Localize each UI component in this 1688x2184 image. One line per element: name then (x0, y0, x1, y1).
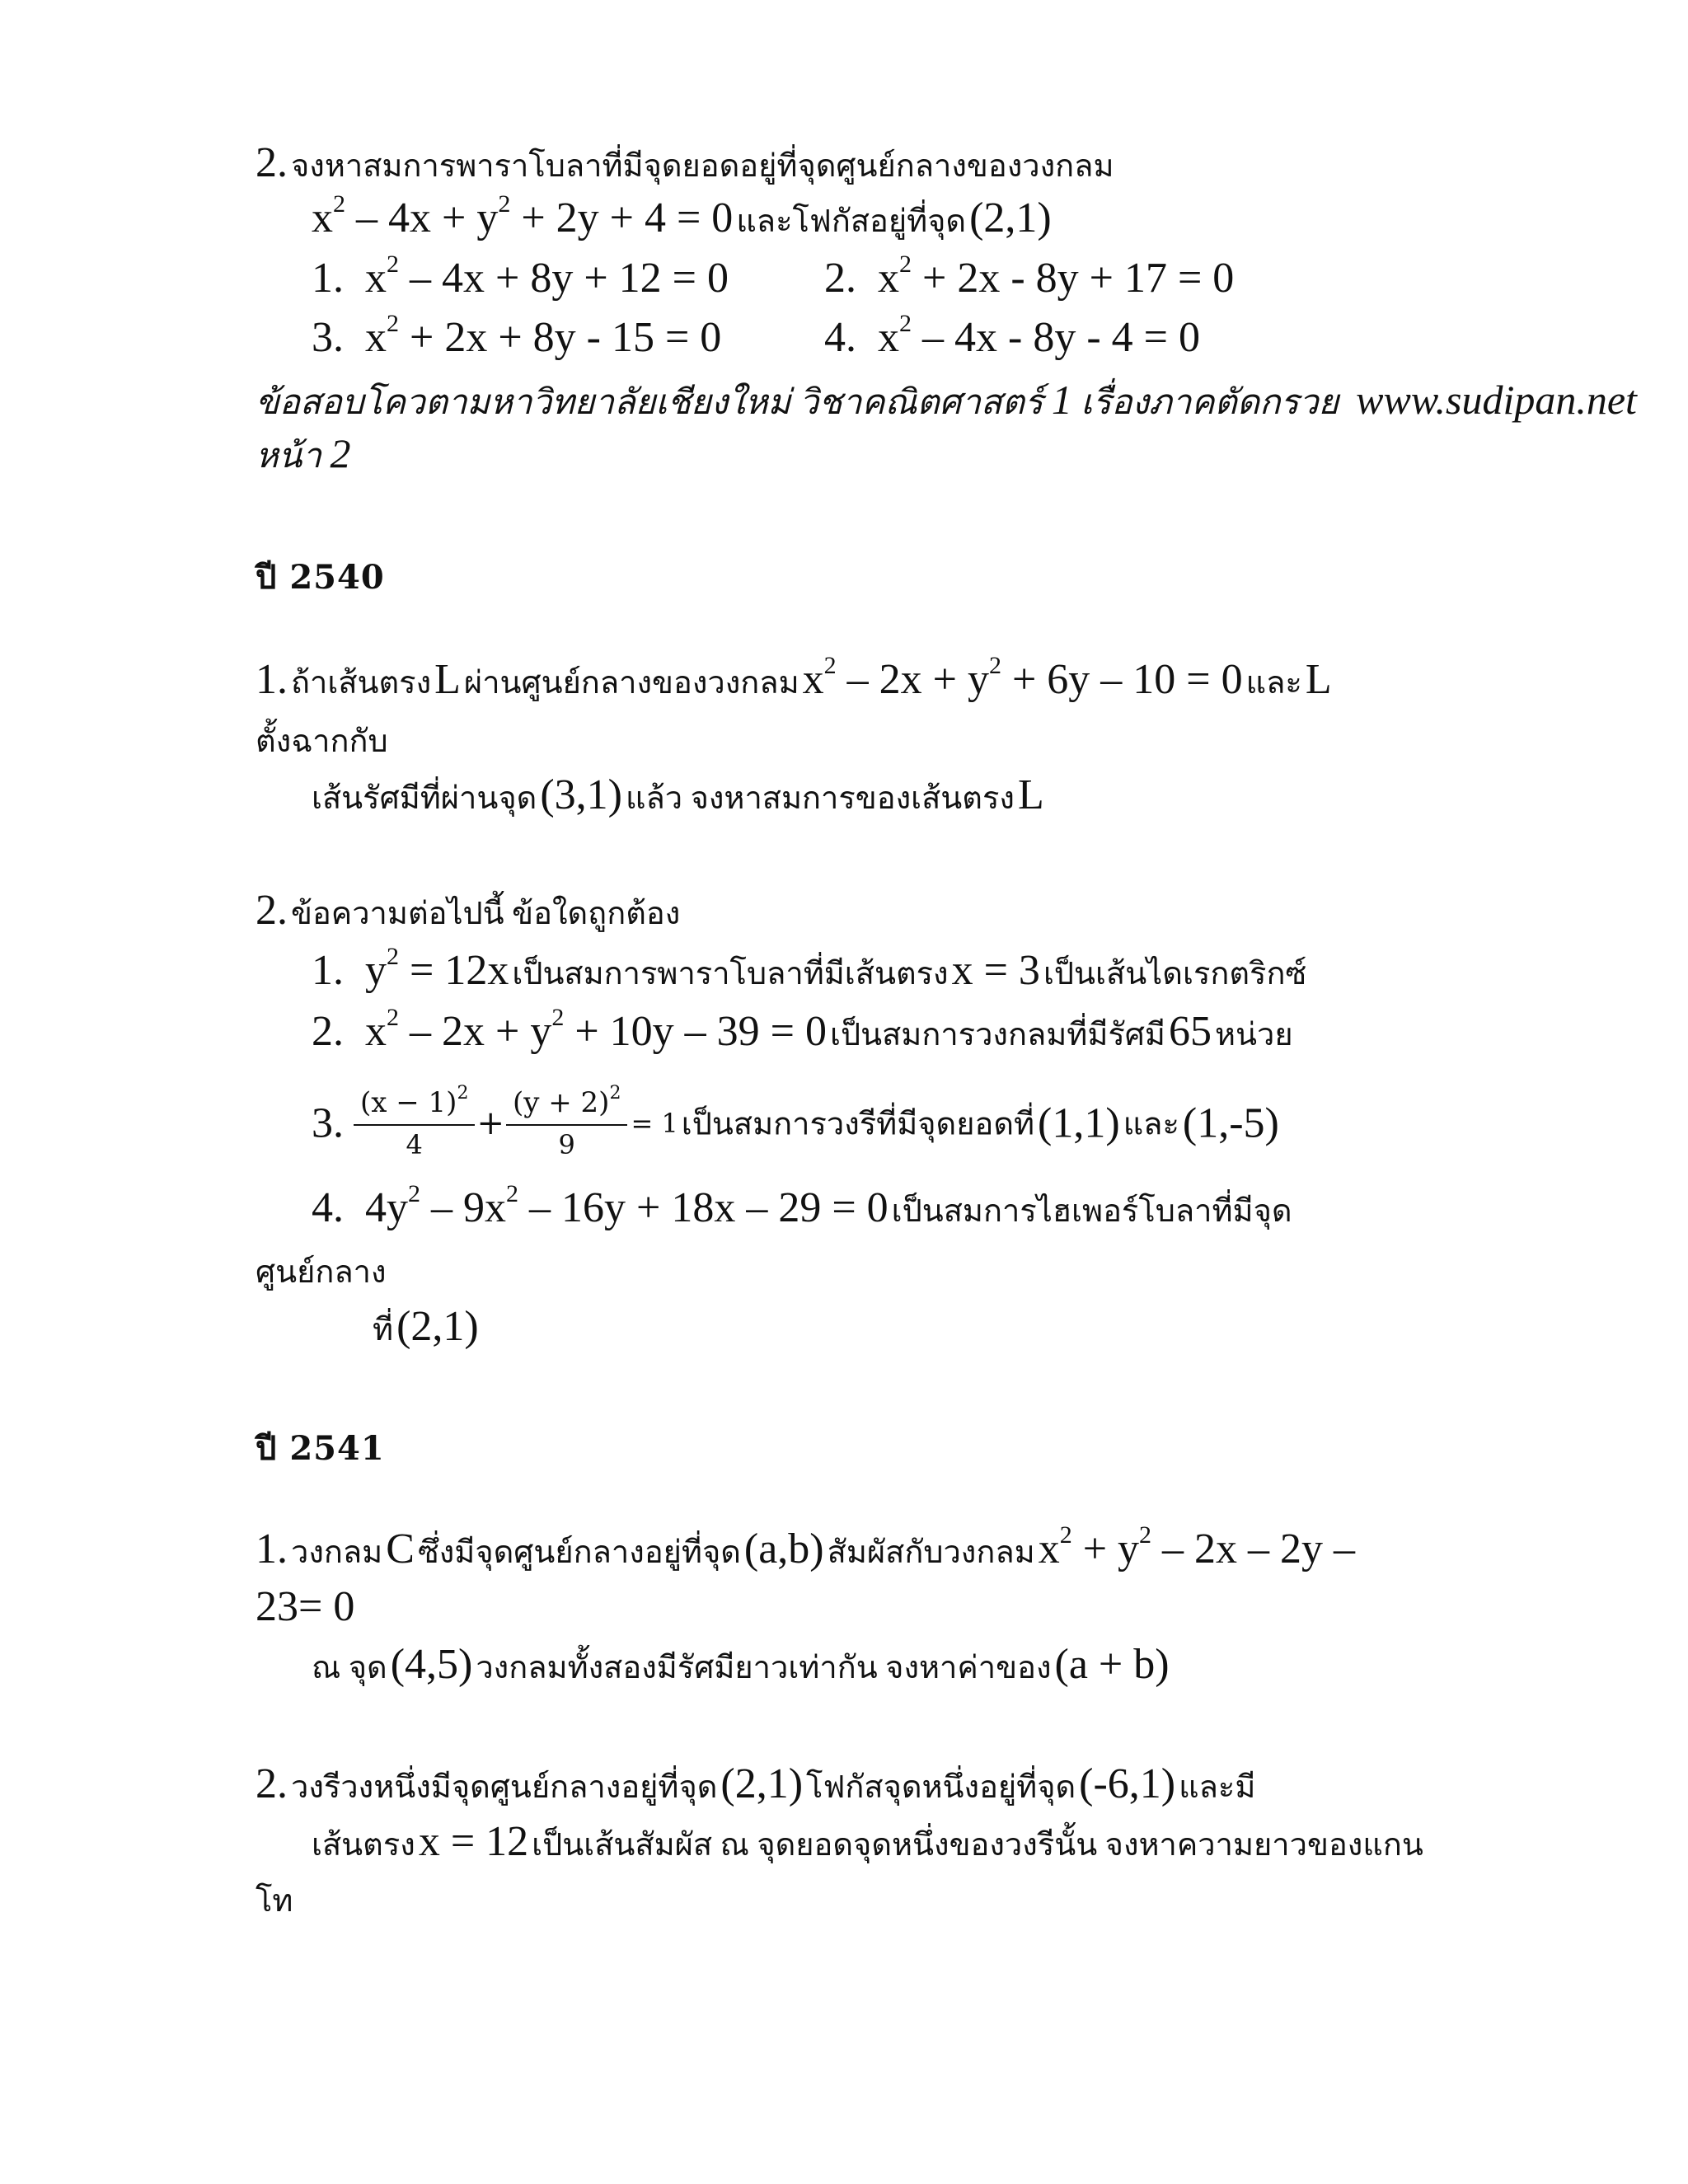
question-text: จงหาสมการพาราโบลาที่มีจุดยอดอยู่ที่จุดศูนย์กลางของวงกลม (291, 149, 1114, 184)
y2541-q1-line1: 1. วงกลม C ซึ่งมีจุดศูนย์กลางอยู่ที่จุด (a,b) สัมผัสกับวงกลม $x^2 + y^2 - 2x - 2y$ – (256, 1521, 1356, 1572)
prev-q2-line2: $x^2 - 4x + y^2 + 2y + 4 = 0$ และโฟกัสอยู่ที่จุด (2,1) (312, 190, 1052, 241)
y2540-q2-choice-4-line2: ที่ (2,1) (373, 1303, 479, 1350)
choice-3: 3. $x^2 + 2x + 8y - 15 = 0$ (312, 310, 722, 361)
question-number: 2. (256, 139, 288, 186)
y2540-q2-choice-3: 3. $\frac{(x - 1)^2}{4}$ + $\frac{(y + 2)^2}{9}$ = 1 เป็นสมการวงรีที่มีจุดยอดที่ (1,1) และ (1,-5) (312, 1083, 1279, 1160)
y2540-q2-choice-1: 1. $y^2 = 12x$ เป็นสมการพาราโบลาที่มีเส้นตรง x = 3 เป็นเส้นไดเรกตริกซ์ (312, 943, 1307, 994)
footer-page: หน้า 2 (256, 430, 351, 476)
y2540-q2-line1: 2. ข้อความต่อไปนี้ ข้อใดถูกต้อง (256, 887, 681, 934)
y2541-q2-line2: เส้นตรง x = 12 เป็นเส้นสัมผัส ณ จุดยอดจุดหนึ่งของวงรีนั้น จงหาความยาวของแกน (312, 1818, 1423, 1865)
choice-1: 1. $x^2 - 4x + 8y + 12 = 0$ (312, 251, 729, 302)
year-2541-heading: ปี 2541 (256, 1429, 385, 1468)
y2540-q1-line2: เส้นรัศมีที่ผ่านจุด (3,1) แล้ว จงหาสมการของเส้นตรง L (312, 771, 1044, 818)
circle-equation: $x^2 - 4x + y^2 + 2y + 4 = 0$ (312, 190, 734, 241)
choice-2: 2. $x^2 + 2x - 8y + 17 = 0$ (824, 251, 1235, 302)
y2541-q1-wrap: 23= 0 (256, 1583, 355, 1630)
y2541-q2-line1: 2. วงรีวงหนึ่งมีจุดศูนย์กลางอยู่ที่จุด (2,1) โฟกัสจุดหนึ่งอยู่ที่จุด (-6,1) และมี (256, 1760, 1256, 1807)
y2540-q2-choice-4-wrap: ศูนย์กลาง (256, 1255, 387, 1290)
y2540-q2-choice-2: 2. $x^2 - 2x + y^2 + 10y - 39 = 0$ เป็นสมการวงกลมที่มีรัศมี 65 หน่วย (312, 1004, 1293, 1055)
prev-q2-line1 (256, 138, 1114, 190)
y2540-q1-wrap: ตั้งฉากกับ (256, 724, 388, 759)
y2541-q1-line2: ณ จุด (4,5) วงกลมทั้งสองมีรัศมียาวเท่ากัน จงหาค่าของ (a + b) (312, 1641, 1170, 1688)
fraction-y: $\frac{(y + 2)^2}{9}$ (506, 1086, 627, 1160)
year-2540-heading: ปี 2540 (256, 558, 385, 597)
footer-site: www.sudipan.net (1356, 377, 1637, 423)
footer-line: ข้อสอบโควตามหาวิทยาลัยเชียงใหม่ วิชาคณิตศาสตร์ 1 เรื่องภาคตัดกรวย www.sudipan.net (256, 377, 1637, 423)
y2540-q2-choice-4: 4. $4y^2 - 9x^2 - 16y + 18x - 29 = 0$ เป็นสมการไฮเพอร์โบลาที่มีจุด (312, 1180, 1292, 1231)
fraction-x: $\frac{(x - 1)^2}{4}$ (354, 1086, 475, 1160)
y2540-q1-line1: 1. ถ้าเส้นตรง L ผ่านศูนย์กลางของวงกลม $x^2 - 2x + y^2 + 6y - 10 = 0$ และ L (256, 652, 1332, 703)
y2541-q2-wrap: โท (256, 1884, 293, 1919)
choice-4: 4. $x^2 - 4x - 8y - 4 = 0$ (824, 310, 1200, 361)
